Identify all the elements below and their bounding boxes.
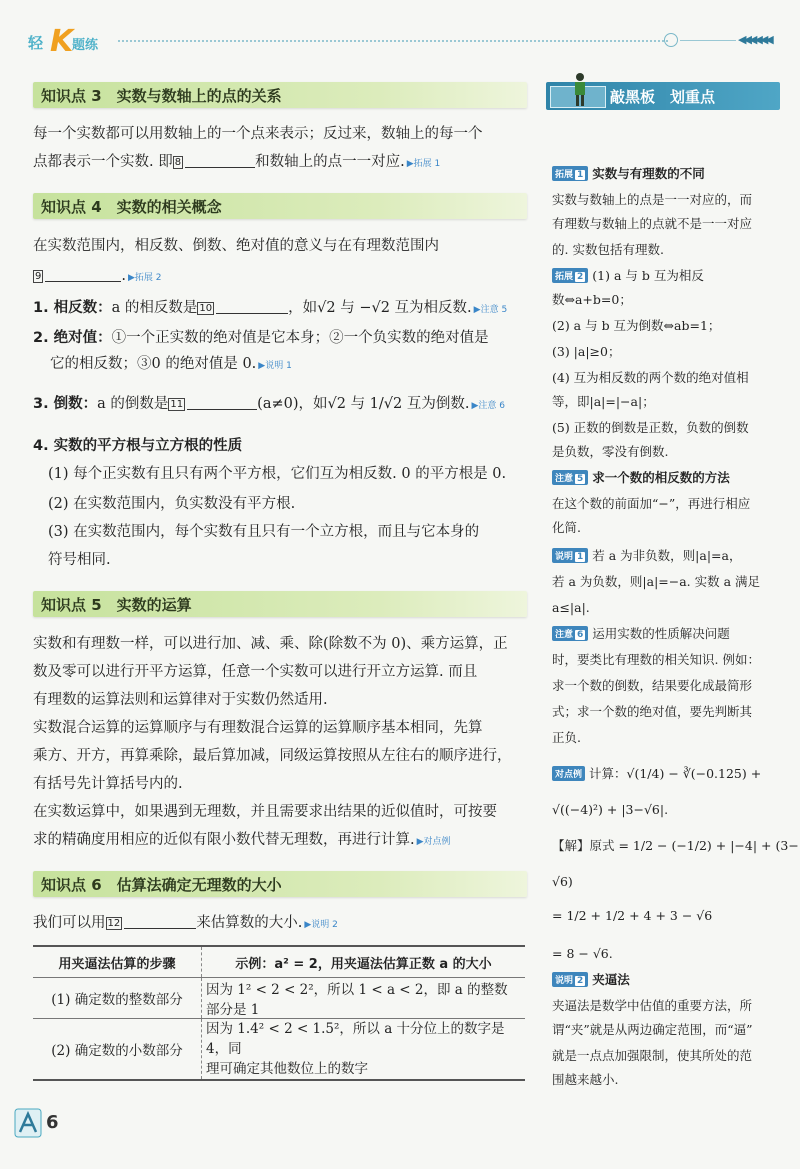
fill-blank-8[interactable]	[185, 167, 255, 168]
item-roots-3: (3) 在实数范围内，每个实数有且只有一个立方根，而且与它本身的	[48, 524, 480, 540]
tag-badge: 说明 2	[552, 972, 588, 987]
logo-suffix: 题练	[72, 38, 99, 53]
table-cell: 因为 1.4² < 2 < 1.5²，所以 a 十分位上的数字是 4，同 理可确定其他数位上的数字	[202, 1019, 526, 1081]
header-dotted-rule	[118, 40, 668, 42]
item-reciprocal: 3. 倒数：a 的倒数是 11 (a≠0)，如√2 与 1/√2 互为倒数. ▶注意 6	[33, 396, 505, 412]
sidebar-header	[546, 82, 780, 110]
note-line: (3) |a|≥0；	[552, 344, 621, 359]
section-header-3: 知识点 3 实数与数轴上的点的关系	[33, 82, 527, 108]
item-roots-1: (1) 每个正实数有且只有两个平方根，它们互为相反数. 0 的平方根是 0.	[48, 466, 507, 482]
note-line: 化简.	[552, 520, 581, 535]
note-line: 的. 实数包括有理数.	[552, 242, 664, 257]
logo-k: K	[50, 24, 74, 59]
table-cell: (1) 确定数的整数部分	[33, 978, 202, 1019]
solution-line: 【解】原式 = 1/2 − (−1/2) + |−4| + (3−	[552, 838, 799, 853]
s4-line2: 9 . ▶拓展 2	[35, 268, 162, 284]
tag-badge: 注意 6	[552, 626, 588, 641]
note-line: 式；求一个数的绝对值，要先判断其	[552, 704, 753, 719]
item-abs-line1: 2. 绝对值：①一个正实数的绝对值是它本身；②一个负实数的绝对值是	[33, 330, 489, 346]
s3-line2: 点都表示一个实数. 即 8 和数轴上的点一一对应. ▶拓展 1	[33, 154, 441, 170]
table-header: 示例：a² = 2，用夹逼法估算正数 a 的大小	[202, 946, 526, 978]
fill-blank-11[interactable]	[187, 409, 257, 410]
solution-line: √6)	[552, 874, 573, 889]
s5-line: 乘方、开方，再算乘除，最后算加减，同级运算按照从左往右的顺序进行，	[33, 748, 512, 764]
item-opposite: 1. 相反数：a 的相反数是 10 ，如√2 与 −√2 互为相反数. ▶注意 5	[33, 300, 508, 316]
note-line: 有理数与数轴上的点就不是一一对应	[552, 216, 753, 231]
note-line: a≤|a|.	[552, 600, 590, 615]
s5-line: 在实数运算中，如果遇到无理数，并且需要求出结果的近似值时，可按要	[33, 804, 497, 820]
s5-line: 有括号先计算括号内的.	[33, 776, 183, 792]
note-line: 在这个数的前面加“−”，再进行相应	[552, 496, 751, 511]
s5-line: 实数混合运算的运算顺序与有理数混合运算的运算顺序基本相同，先算	[33, 720, 483, 736]
logo-prefix: 轻	[28, 34, 44, 52]
s3-line1: 每一个实数都可以用数轴上的一个点来表示；反过来，数轴上的每一个	[33, 126, 483, 142]
header-circle-ornament	[664, 33, 678, 47]
table-row	[33, 1019, 525, 1081]
tag-badge: 拓展 2	[552, 268, 588, 283]
brand-logo	[28, 24, 124, 59]
note-line: 正负.	[552, 730, 581, 745]
s4-line1: 在实数范围内，相反数、倒数、绝对值的意义与在有理数范围内	[33, 238, 439, 254]
note-ext1-head: 拓展 1 实数与有理数的不同	[552, 164, 705, 184]
note-line: 围越来越小.	[552, 1072, 619, 1087]
s5-line: 求的精确度用相应的近似有限小数代替无理数，再进行计算. ▶对点例	[33, 832, 451, 848]
example-head: 对点例 计算：√(1/4) − ∛(−0.125) +	[552, 764, 761, 784]
sidebar-title: 敲黑板 划重点	[610, 88, 716, 106]
fill-blank-10[interactable]	[216, 313, 288, 314]
fill-blank-9[interactable]	[45, 281, 121, 282]
note-line: 实数与数轴上的点是一一对应的，而	[552, 192, 753, 207]
note-att6-head: 注意 6 运用实数的性质解决问题	[552, 624, 730, 644]
tag-badge: 说明 1	[552, 548, 588, 563]
tag-badge: 拓展 1	[552, 166, 588, 181]
section-header-5: 知识点 5 实数的运算	[33, 591, 527, 617]
note-line: 等，即|a|=|−a|；	[552, 394, 655, 409]
note-line: 是负数，零没有倒数.	[552, 444, 669, 459]
note-line: (4) 互为相反数的两个数的绝对值相	[552, 370, 749, 385]
s5-line: 数及零可以进行开平方运算，任意一个实数可以进行开立方运算. 而且	[33, 664, 478, 680]
table-row	[33, 978, 525, 1019]
section-header-4: 知识点 4 实数的相关概念	[33, 193, 527, 219]
tag-badge: 注意 5	[552, 470, 588, 485]
s5-line: 有理数的运算法则和运算律对于实数仍然适用.	[33, 692, 328, 708]
example-line: √((−4)²) + |3−√6|.	[552, 802, 669, 817]
ref-link[interactable]: ▶拓展 1	[406, 159, 441, 169]
solution-line: = 1/2 + 1/2 + 4 + 3 − √6	[552, 908, 713, 923]
page-number: 6	[46, 1112, 59, 1133]
note-exp1-head: 说明 1 若 a 为非负数，则|a|=a，	[552, 546, 741, 566]
table-cell: (2) 确定数的小数部分	[33, 1019, 202, 1081]
estimation-table	[33, 945, 525, 1081]
item-abs-line2: 它的相反数；③0 的绝对值是 0. ▶说明 1	[50, 356, 292, 372]
table-cell: 因为 1² < 2 < 2²，所以 1 < a < 2，即 a 的整数部分是 1	[202, 978, 526, 1019]
header-rule	[680, 40, 736, 41]
section-header-6: 知识点 6 估算法确定无理数的大小	[33, 871, 527, 897]
note-line: 谓“夹”就是从两边确定范围，而“逼”	[552, 1022, 753, 1037]
note-line: 就是一点点加强限制，使其所处的范	[552, 1048, 753, 1063]
blank-number-8: 8	[174, 157, 182, 168]
ref-link[interactable]: ▶拓展 2	[127, 273, 162, 283]
tag-badge: 对点例	[552, 766, 585, 781]
s6-line: 我们可以用 12 来估算数的大小. ▶说明 2	[33, 915, 338, 931]
header-arrows-icon: ◀◀◀◀◀◀	[738, 33, 771, 46]
solution-line: = 8 − √6.	[552, 946, 613, 961]
table-header: 用夹逼法估算的步骤	[33, 946, 202, 978]
item-roots-2: (2) 在实数范围内，负实数没有平方根.	[48, 496, 296, 512]
teacher-icon	[570, 72, 590, 108]
note-line: 夹逼法是数学中估值的重要方法，所	[552, 998, 753, 1013]
note-ext2-head: 拓展 2 (1) a 与 b 互为相反	[552, 266, 704, 286]
item-roots-4: 符号相同.	[48, 552, 111, 568]
note-line: (5) 正数的倒数是正数，负数的倒数	[552, 420, 749, 435]
note-att5-head: 注意 5 求一个数的相反数的方法	[552, 468, 730, 488]
note-line: (2) a 与 b 互为倒数⇔ab=1；	[552, 318, 721, 333]
blank-number-9: 9	[35, 271, 42, 282]
note-line: 若 a 为负数，则|a|=−a. 实数 a 满足	[552, 574, 761, 589]
table-header-row	[33, 946, 525, 978]
note-exp2-head: 说明 2 夹逼法	[552, 970, 630, 990]
note-line: 时，要类比有理数的相关知识. 例如：	[552, 652, 760, 667]
fill-blank-12[interactable]	[124, 928, 196, 929]
note-line: 求一个数的倒数，结果要化成最简形	[552, 678, 753, 693]
note-line: 数⇔a+b=0；	[552, 292, 632, 307]
item-roots-title: 4. 实数的平方根与立方根的性质	[33, 438, 243, 454]
s5-line: 实数和有理数一样，可以进行加、减、乘、除(除数不为 0)、乘方运算，正	[33, 636, 508, 652]
page-badge-icon	[14, 1108, 42, 1138]
